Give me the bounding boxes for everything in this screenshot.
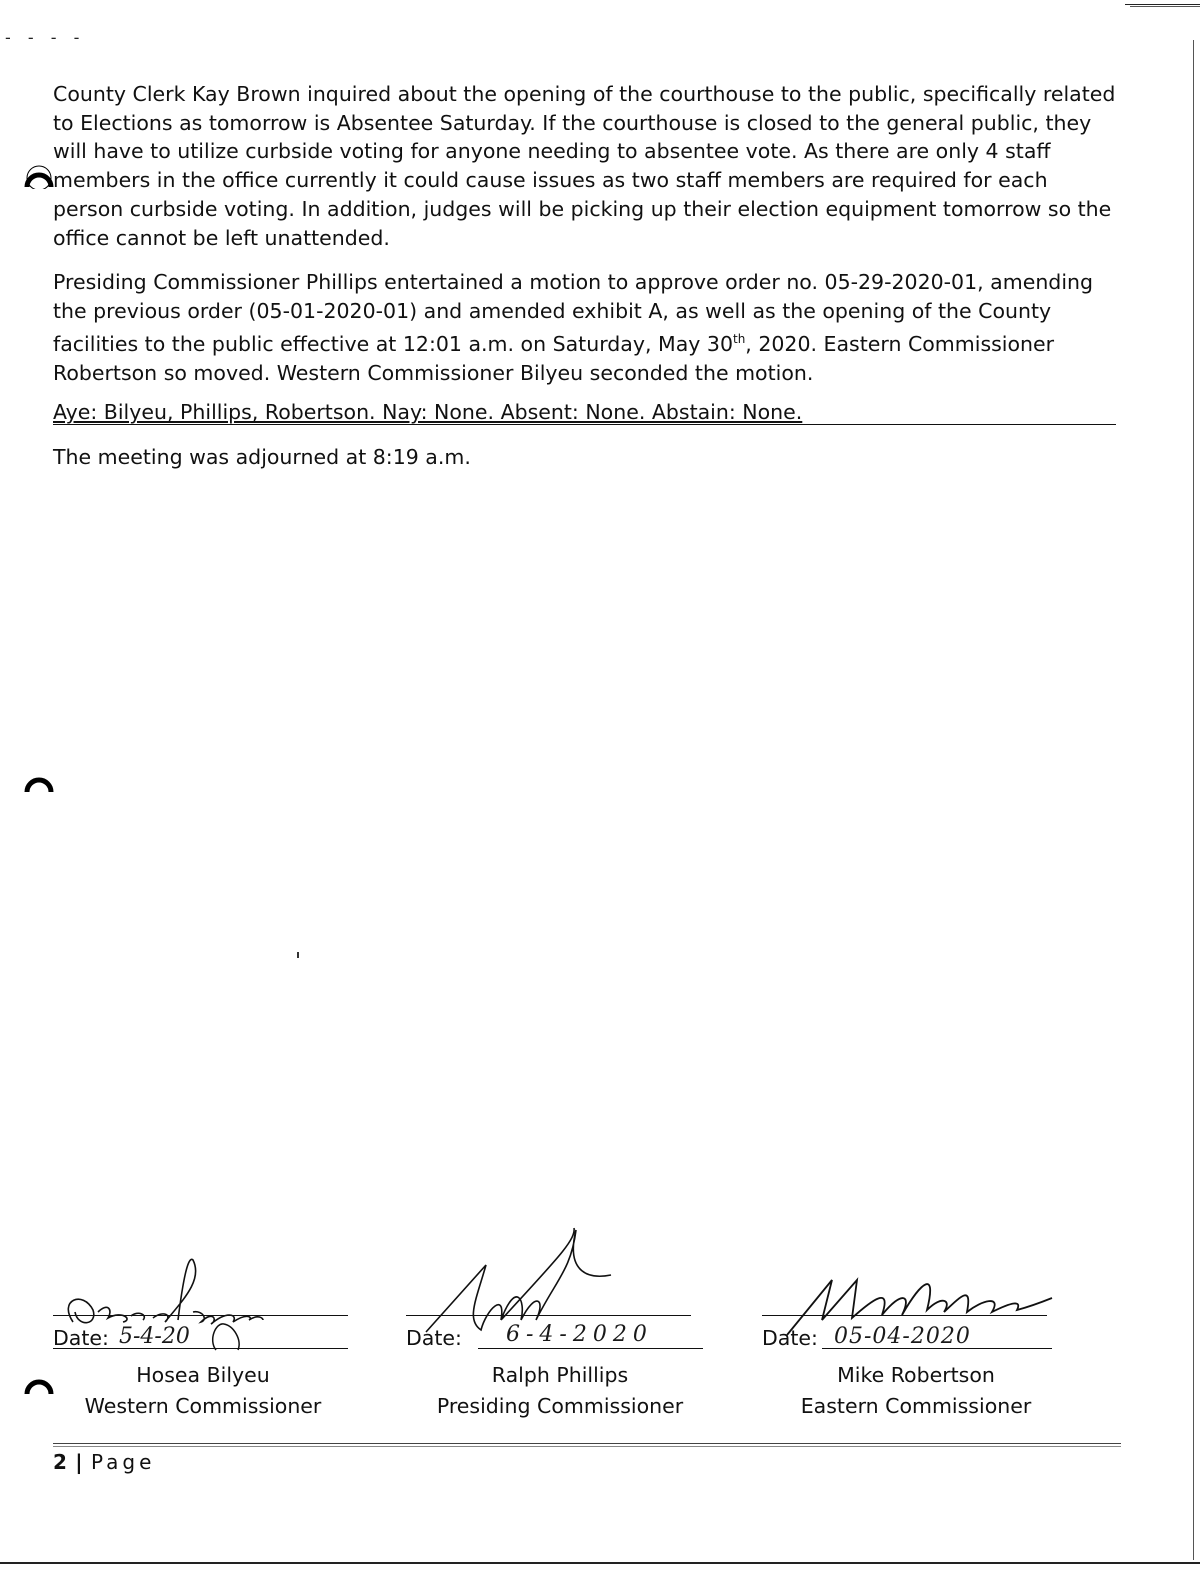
date-label: Date: — [762, 1326, 818, 1350]
signature-block-bilyeu — [53, 1240, 353, 1420]
signature-line — [762, 1315, 1047, 1316]
date-label: Date: — [53, 1326, 109, 1350]
scan-top-rule — [1125, 4, 1200, 5]
signature-block-robertson — [762, 1240, 1062, 1420]
date-handwritten: 6-4-2020 — [506, 1322, 653, 1347]
ordinal-suffix: th — [732, 332, 746, 347]
scan-edge-line — [1193, 40, 1194, 1560]
page-word: Page — [90, 1450, 156, 1474]
page-separator: | — [75, 1450, 84, 1474]
date-line — [478, 1348, 703, 1349]
hole-punch-icon — [24, 163, 54, 187]
adjournment-text: The meeting was adjourned at 8:19 a.m. — [53, 445, 471, 469]
scan-artifact-dashes: - - - - — [5, 28, 86, 47]
hole-punch-icon — [24, 768, 54, 792]
motion-text: Presiding Commissioner Phillips entertained a motion to approve order no. 05-29-2020-01, amending the previous order (05-01-2020-01) and amended exhibit A, as well as the opening of the County facilities to the public effective at 12:01 a.m. on Saturday, May 30 — [53, 270, 1094, 357]
scan-bottom-rule — [0, 1562, 1200, 1564]
paragraph-motion — [53, 268, 1123, 388]
paragraph-clerk-inquiry: County Clerk Kay Brown inquired about the opening of the courthouse to the public, specifically related to Elections as tomorrow is Absentee Saturday. If the courthouse is closed to the general public, they will have to utilize curbside voting for anyone needing to absentee vote. As there are only 4 staff members in the office currently it could cause issues as two staff members are required for each person curbside voting. In addition, judges will be picking up their election equipment tomorrow so the office cannot be left unattended. — [53, 82, 1116, 250]
footer-divider — [53, 1446, 1121, 1447]
signer-title: Presiding Commissioner — [436, 1394, 684, 1418]
date-handwritten: 5-4-20 — [119, 1324, 190, 1349]
signature-image — [406, 1200, 706, 1340]
page-footer — [53, 1450, 155, 1474]
signature-line — [406, 1315, 691, 1316]
signer-name: Ralph Phillips — [491, 1363, 629, 1387]
signer-name: Mike Robertson — [837, 1363, 995, 1387]
vote-record — [53, 400, 1116, 425]
page-number: 2 — [53, 1450, 68, 1474]
vote-record-text: Aye: Bilyeu, Phillips, Robertson. Nay: None. Absent: None. Abstain: None. — [53, 400, 803, 424]
scan-top-rule — [1130, 6, 1200, 7]
footer-divider — [53, 1443, 1121, 1444]
date-label: Date: — [406, 1326, 462, 1350]
signer-title: Western Commissioner — [84, 1394, 322, 1418]
signer-title: Eastern Commissioner — [800, 1394, 1032, 1418]
hole-punch-icon — [24, 1370, 54, 1394]
scan-artifact-mark — [297, 952, 299, 958]
signature-line — [53, 1315, 348, 1316]
signature-block-phillips — [406, 1240, 706, 1420]
signer-name: Hosea Bilyeu — [136, 1363, 270, 1387]
date-line — [822, 1348, 1052, 1349]
date-line — [53, 1348, 348, 1349]
motion-text-continued: , 2020. Eastern Commissioner Robertson so moved. Western Commissioner Bilyeu seconded the motion. — [53, 332, 1055, 385]
date-handwritten: 05-04-2020 — [834, 1324, 971, 1349]
signature-image — [53, 1240, 353, 1340]
